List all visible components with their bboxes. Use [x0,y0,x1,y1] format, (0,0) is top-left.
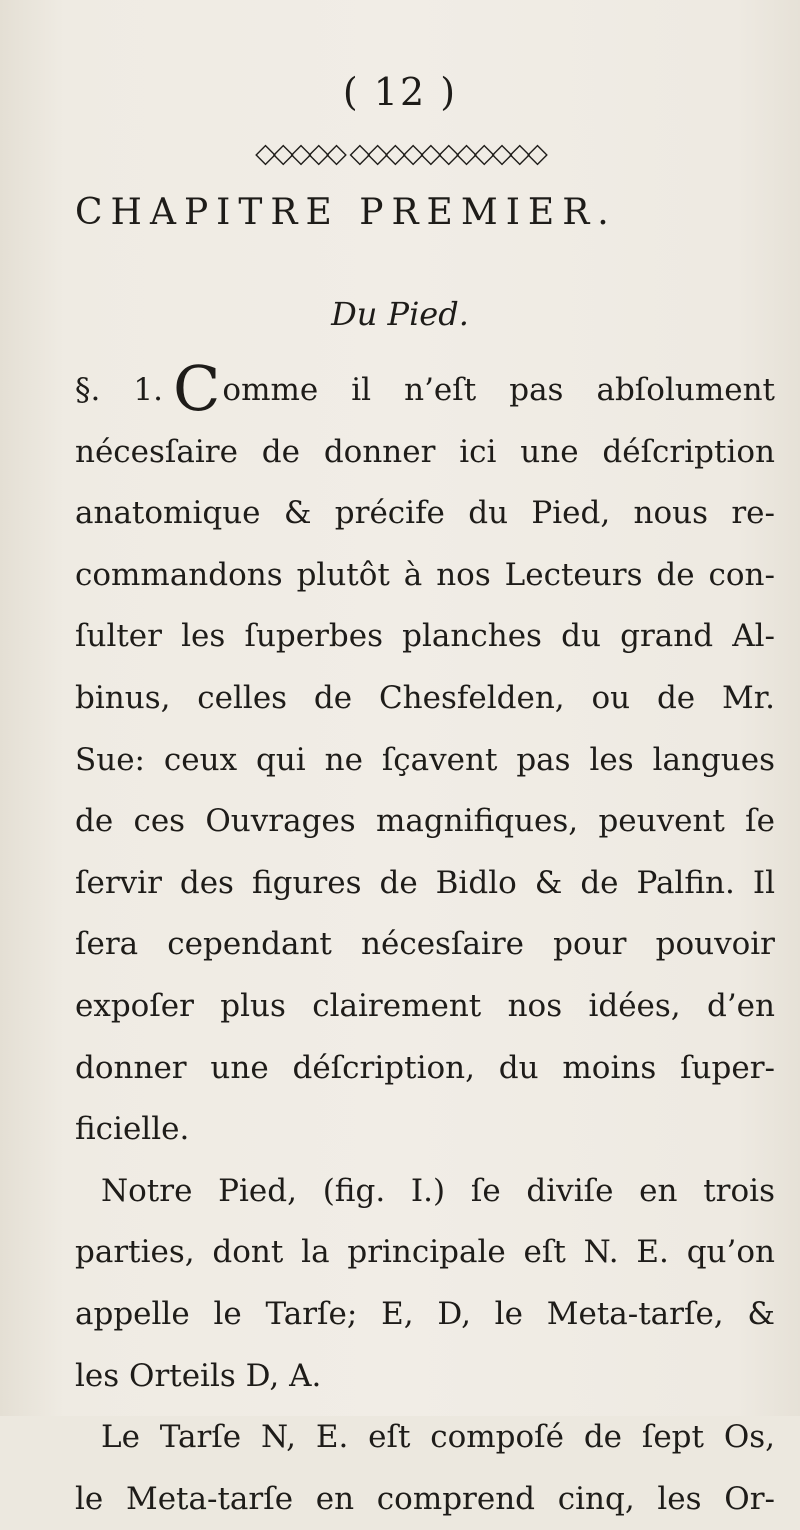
text-line: nécesſaire de donner ici une déſcription [75,433,775,470]
text-line: donner une déſcription, du moins ſuper- [75,1049,775,1086]
ornament-rule: ◇◇◇◇◇ ◇◇◇◇◇◇◇◇◇◇◇ [255,138,545,169]
body-text [75,352,775,1530]
text-line: ſervir des figures de Bidlo & de Palfin. Il [75,864,775,901]
text-line: le Meta-tarſe en comprend cinq, les Or- [75,1480,775,1517]
text-line: Sue: ceux qui ne ſçavent pas les langues [75,741,775,778]
page-number: ( 12 ) [342,70,458,114]
line-text: omme il n’eſt pas abſolument [222,372,775,408]
text-line: les Orteils D, A. [75,1357,322,1394]
text-line: parties, dont la principale eſt N. E. qu’on [75,1234,775,1271]
text-line: expoſer plus clairement nos idées, d’en [75,987,775,1024]
text-line: anatomique & précife du Pied, nous re- [75,495,775,532]
text-line: ſera cependant nécesſaire pour pouvoir [75,926,775,963]
text-line: de ces Ouvrages magnifiques, peuvent ſe [75,803,775,840]
chapter-subtitle: Du Pied. [331,295,469,333]
text-line: ficielle. [75,1111,190,1148]
text-line: appelle le Tarſe; E, D, le Meta-tarſe, & [75,1295,775,1332]
text-line: Le Tarſe N, E. eſt compoſé de ſept Os, [101,1419,775,1456]
text-line: commandons plutôt à nos Lecteurs de con- [75,556,775,593]
text-line [75,352,775,425]
text-line: binus, celles de Chesfelden, ou de Mr. [75,679,775,716]
chapter-title: CHAPITRE PREMIER. [75,192,617,233]
drop-cap: C [172,352,221,425]
section-mark: §. 1. [75,372,163,408]
text-line: Notre Pied, (fig. I.) ſe diviſe en trois [101,1172,775,1209]
text-line: ſulter les ſuperbes planches du grand Al- [75,618,775,655]
